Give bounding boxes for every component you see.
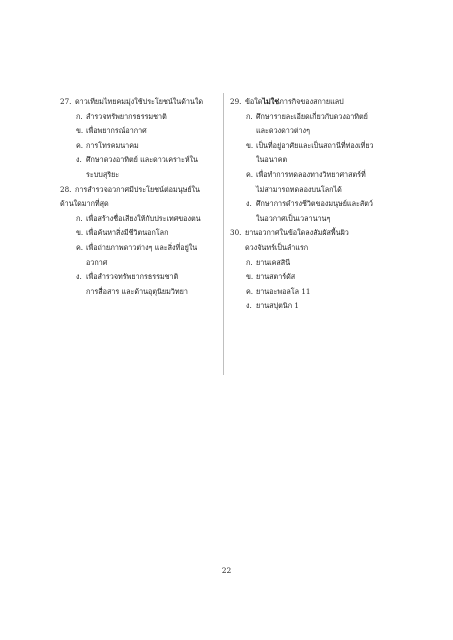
option-text: เพื่อถ่ายภาพดาวต่างๆ และสิ่งที่อยู่ใน	[86, 242, 198, 252]
option-text: เพื่อค้นหาสิ่งมีชีวิตนอกโลก	[86, 228, 169, 238]
question-27	[60, 95, 220, 110]
option-text: ยานสปุตนิก 1	[256, 301, 299, 311]
left-column	[60, 95, 220, 299]
option-label: ข.	[246, 272, 254, 282]
option-28-d-continued	[60, 285, 220, 300]
question-number: 27.	[60, 97, 72, 106]
question-text: ดาวเทียมไทยคมมุ่งใช้ประโยชน์ในด้านใด	[75, 97, 203, 106]
question-28	[60, 183, 220, 198]
option-text: เพื่อพยากรณ์อากาศ	[86, 126, 147, 136]
column-divider	[223, 93, 224, 375]
option-label: ค.	[76, 140, 84, 150]
question-30-continued	[230, 241, 405, 256]
option-29-b-continued	[230, 153, 405, 168]
option-27-b	[60, 124, 220, 139]
question-30	[230, 226, 405, 241]
option-label: ง.	[246, 199, 252, 209]
option-28-a	[60, 212, 220, 227]
option-29-c	[230, 168, 405, 183]
option-label: ค.	[246, 169, 254, 179]
option-text-continued: ไม่สามารถทดลองบนโลกได้	[256, 184, 342, 194]
option-label: ง.	[76, 272, 82, 282]
option-text: ศึกษารายละเอียดเกี่ยวกับดวงอาทิตย์	[256, 111, 368, 121]
option-text: ศึกษาดวงอาทิตย์ และดาวเคราะห์ใน	[86, 155, 198, 165]
question-text: ยานอวกาศในข้อใดลงสัมผัสพื้นผิว	[245, 228, 349, 238]
option-27-a	[60, 110, 220, 125]
option-label: ข.	[76, 228, 84, 238]
option-30-a	[230, 256, 405, 271]
option-label: ค.	[246, 286, 254, 296]
option-text: เพื่อทำการทดลองทางวิทยาศาสตร์ที่	[256, 169, 366, 179]
option-text-continued: และดวงดาวต่างๆ	[256, 126, 310, 136]
option-label: ก.	[246, 111, 253, 121]
option-text: เพื่อสำรวจทรัพยากรธรรมชาติ	[86, 272, 179, 282]
option-label: ข.	[76, 126, 84, 136]
right-column	[230, 95, 405, 314]
option-text-continued: ในอวกาศเป็นเวลานานๆ	[256, 213, 331, 223]
option-text: สำรวจทรัพยากรธรรมชาติ	[86, 111, 167, 121]
option-label: ง.	[246, 301, 252, 311]
option-text: เพื่อสร้างชื่อเสียงให้กับประเทศของตน	[86, 213, 201, 223]
question-text-end: ภารกิจของสกายแลป	[279, 97, 344, 106]
option-text-continued: การสื่อสาร และด้านอุตุนิยมวิทยา	[86, 286, 188, 296]
option-29-d-continued	[230, 212, 405, 227]
option-29-c-continued	[230, 183, 405, 198]
option-text-continued: ระบบสุริยะ	[86, 169, 120, 179]
option-28-c-continued	[60, 256, 220, 271]
option-text: ยานสตาร์ดัส	[256, 272, 296, 282]
page-number: 22	[221, 566, 232, 575]
option-label: ก.	[246, 257, 253, 267]
question-text: การสำรวจอวกาศมีประโยชน์ต่อมนุษย์ใน	[75, 184, 200, 194]
option-27-d-continued	[60, 168, 220, 183]
option-28-b	[60, 226, 220, 241]
option-27-d	[60, 153, 220, 168]
question-28-continued	[60, 197, 220, 212]
question-29	[230, 95, 405, 110]
option-text: ยานเคสสินี	[256, 257, 291, 267]
question-number: 29.	[230, 97, 242, 106]
option-29-b	[230, 139, 405, 154]
question-number: 28.	[60, 184, 72, 194]
question-text-continued: ดวงจันทร์เป็นลำแรก	[245, 242, 309, 252]
option-29-a	[230, 110, 405, 125]
question-emphasis: ไม่ใช่	[262, 97, 280, 106]
option-label: ก.	[76, 111, 83, 121]
option-label: ข.	[246, 140, 254, 150]
option-30-c	[230, 285, 405, 300]
question-text-start: ข้อใด	[245, 97, 263, 106]
option-29-d	[230, 197, 405, 212]
question-text-continued: ด้านใดมากที่สุด	[60, 199, 109, 209]
question-text	[245, 95, 344, 110]
option-text-continued: ในอนาคต	[256, 155, 288, 165]
option-28-d	[60, 270, 220, 285]
option-text: เป็นที่อยู่อาศัยและเป็นสถานีที่ท่องเที่ยว	[256, 140, 374, 150]
option-text-continued: อวกาศ	[86, 257, 108, 267]
option-label: ค.	[76, 242, 84, 252]
option-28-c	[60, 241, 220, 256]
option-27-c	[60, 139, 220, 154]
option-label: ก.	[76, 213, 83, 223]
option-30-b	[230, 270, 405, 285]
option-29-a-continued	[230, 124, 405, 139]
option-text: ยานอะพอลโล 11	[256, 286, 311, 296]
option-text: ศึกษาการดำรงชีวิตของมนุษย์และสัตว์	[256, 199, 373, 209]
option-label: ง.	[76, 155, 82, 165]
question-number: 30.	[230, 228, 242, 238]
option-30-d	[230, 299, 405, 314]
option-text: การโทรคมนาคม	[86, 140, 139, 150]
